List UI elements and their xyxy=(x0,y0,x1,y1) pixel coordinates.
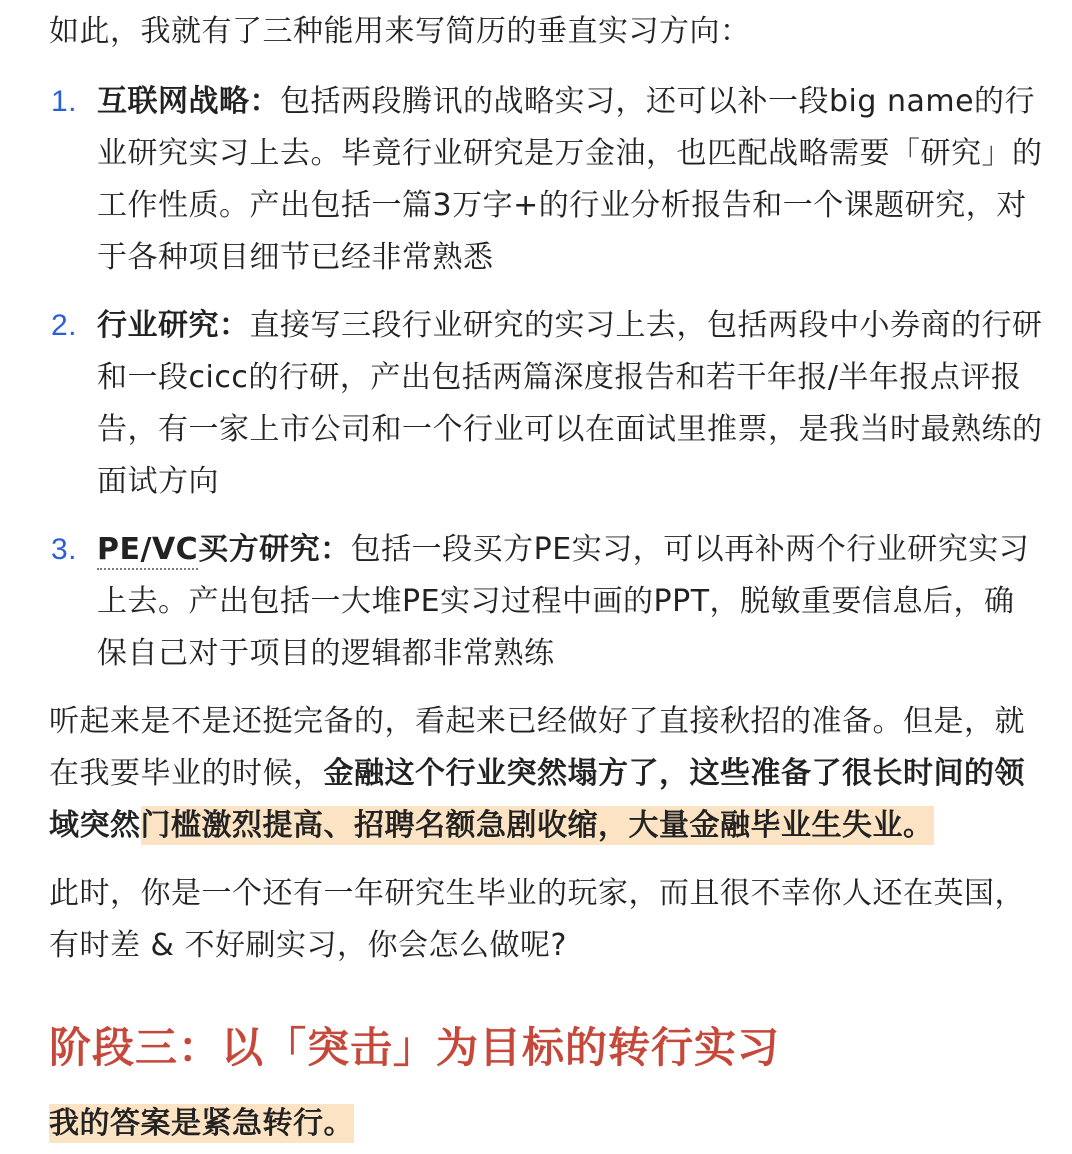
section-heading: 阶段三：以「突击」为目标的转行实习 xyxy=(49,1023,781,1072)
list-number: 3. xyxy=(51,533,78,566)
question-paragraph: 此时，你是一个还有一年研究生毕业的玩家，而且很不幸你人还在英国，有时差 & 不好刷实习，你会怎么做呢? xyxy=(49,876,1025,963)
highlighted-bold-text: 门槛激烈提高、招聘名额急剧收缩，大量金融毕业生失业。 xyxy=(140,808,934,843)
article-body xyxy=(49,0,1044,1150)
list-item-title: 买方研究： xyxy=(198,532,351,567)
list-item-text: 直接写三段行业研究的实习上去，包括两段中小券商的行研和一段cicc的行研，产出包括两篇深度报告和若干年报/半年报点评报告，有一家上市公司和一个行业可以在面试里推票，是我当时最熟练的面试方向 xyxy=(97,308,1043,499)
pe-vc-term-link[interactable]: PE/VC xyxy=(97,532,198,570)
list-item xyxy=(49,76,1044,284)
internship-directions-list xyxy=(49,76,1044,680)
answer-paragraph xyxy=(49,1098,1044,1150)
finance-collapse-paragraph xyxy=(49,696,1044,852)
intro-paragraph: 如此，我就有了三种能用来写简历的垂直实习方向： xyxy=(49,14,751,49)
list-item-title: 行业研究： xyxy=(97,308,250,343)
list-item xyxy=(49,524,1044,680)
list-number: 1. xyxy=(51,85,78,118)
bold-text: 金融这个行业突然塌方了，这些准备了很长时间的领域突然 xyxy=(49,756,1025,843)
list-item-title: 互联网战略： xyxy=(97,84,280,119)
list-item xyxy=(49,300,1044,508)
highlighted-answer: 我的答案是紧急转行。 xyxy=(49,1106,354,1141)
list-item-text: 包括一段买方PE实习，可以再补两个行业研究实习上去。产出包括一大堆PE实习过程中画的PPT，脱敏重要信息后，确保自己对于项目的逻辑都非常熟练 xyxy=(97,532,1030,671)
paragraph-text: 听起来是不是还挺完备的，看起来已经做好了直接秋招的准备。但是，就在我要毕业的时候， xyxy=(49,704,1025,791)
list-item-text: 包括两段腾讯的战略实习，还可以补一段big name的行业研究实习上去。毕竟行业研究是万金油，也匹配战略需要「研究」的工作性质。产出包括一篇3万字+的行业分析报告和一个课题研究，对于各种项目细节已经非常熟悉 xyxy=(97,84,1043,275)
list-number: 2. xyxy=(51,309,78,342)
